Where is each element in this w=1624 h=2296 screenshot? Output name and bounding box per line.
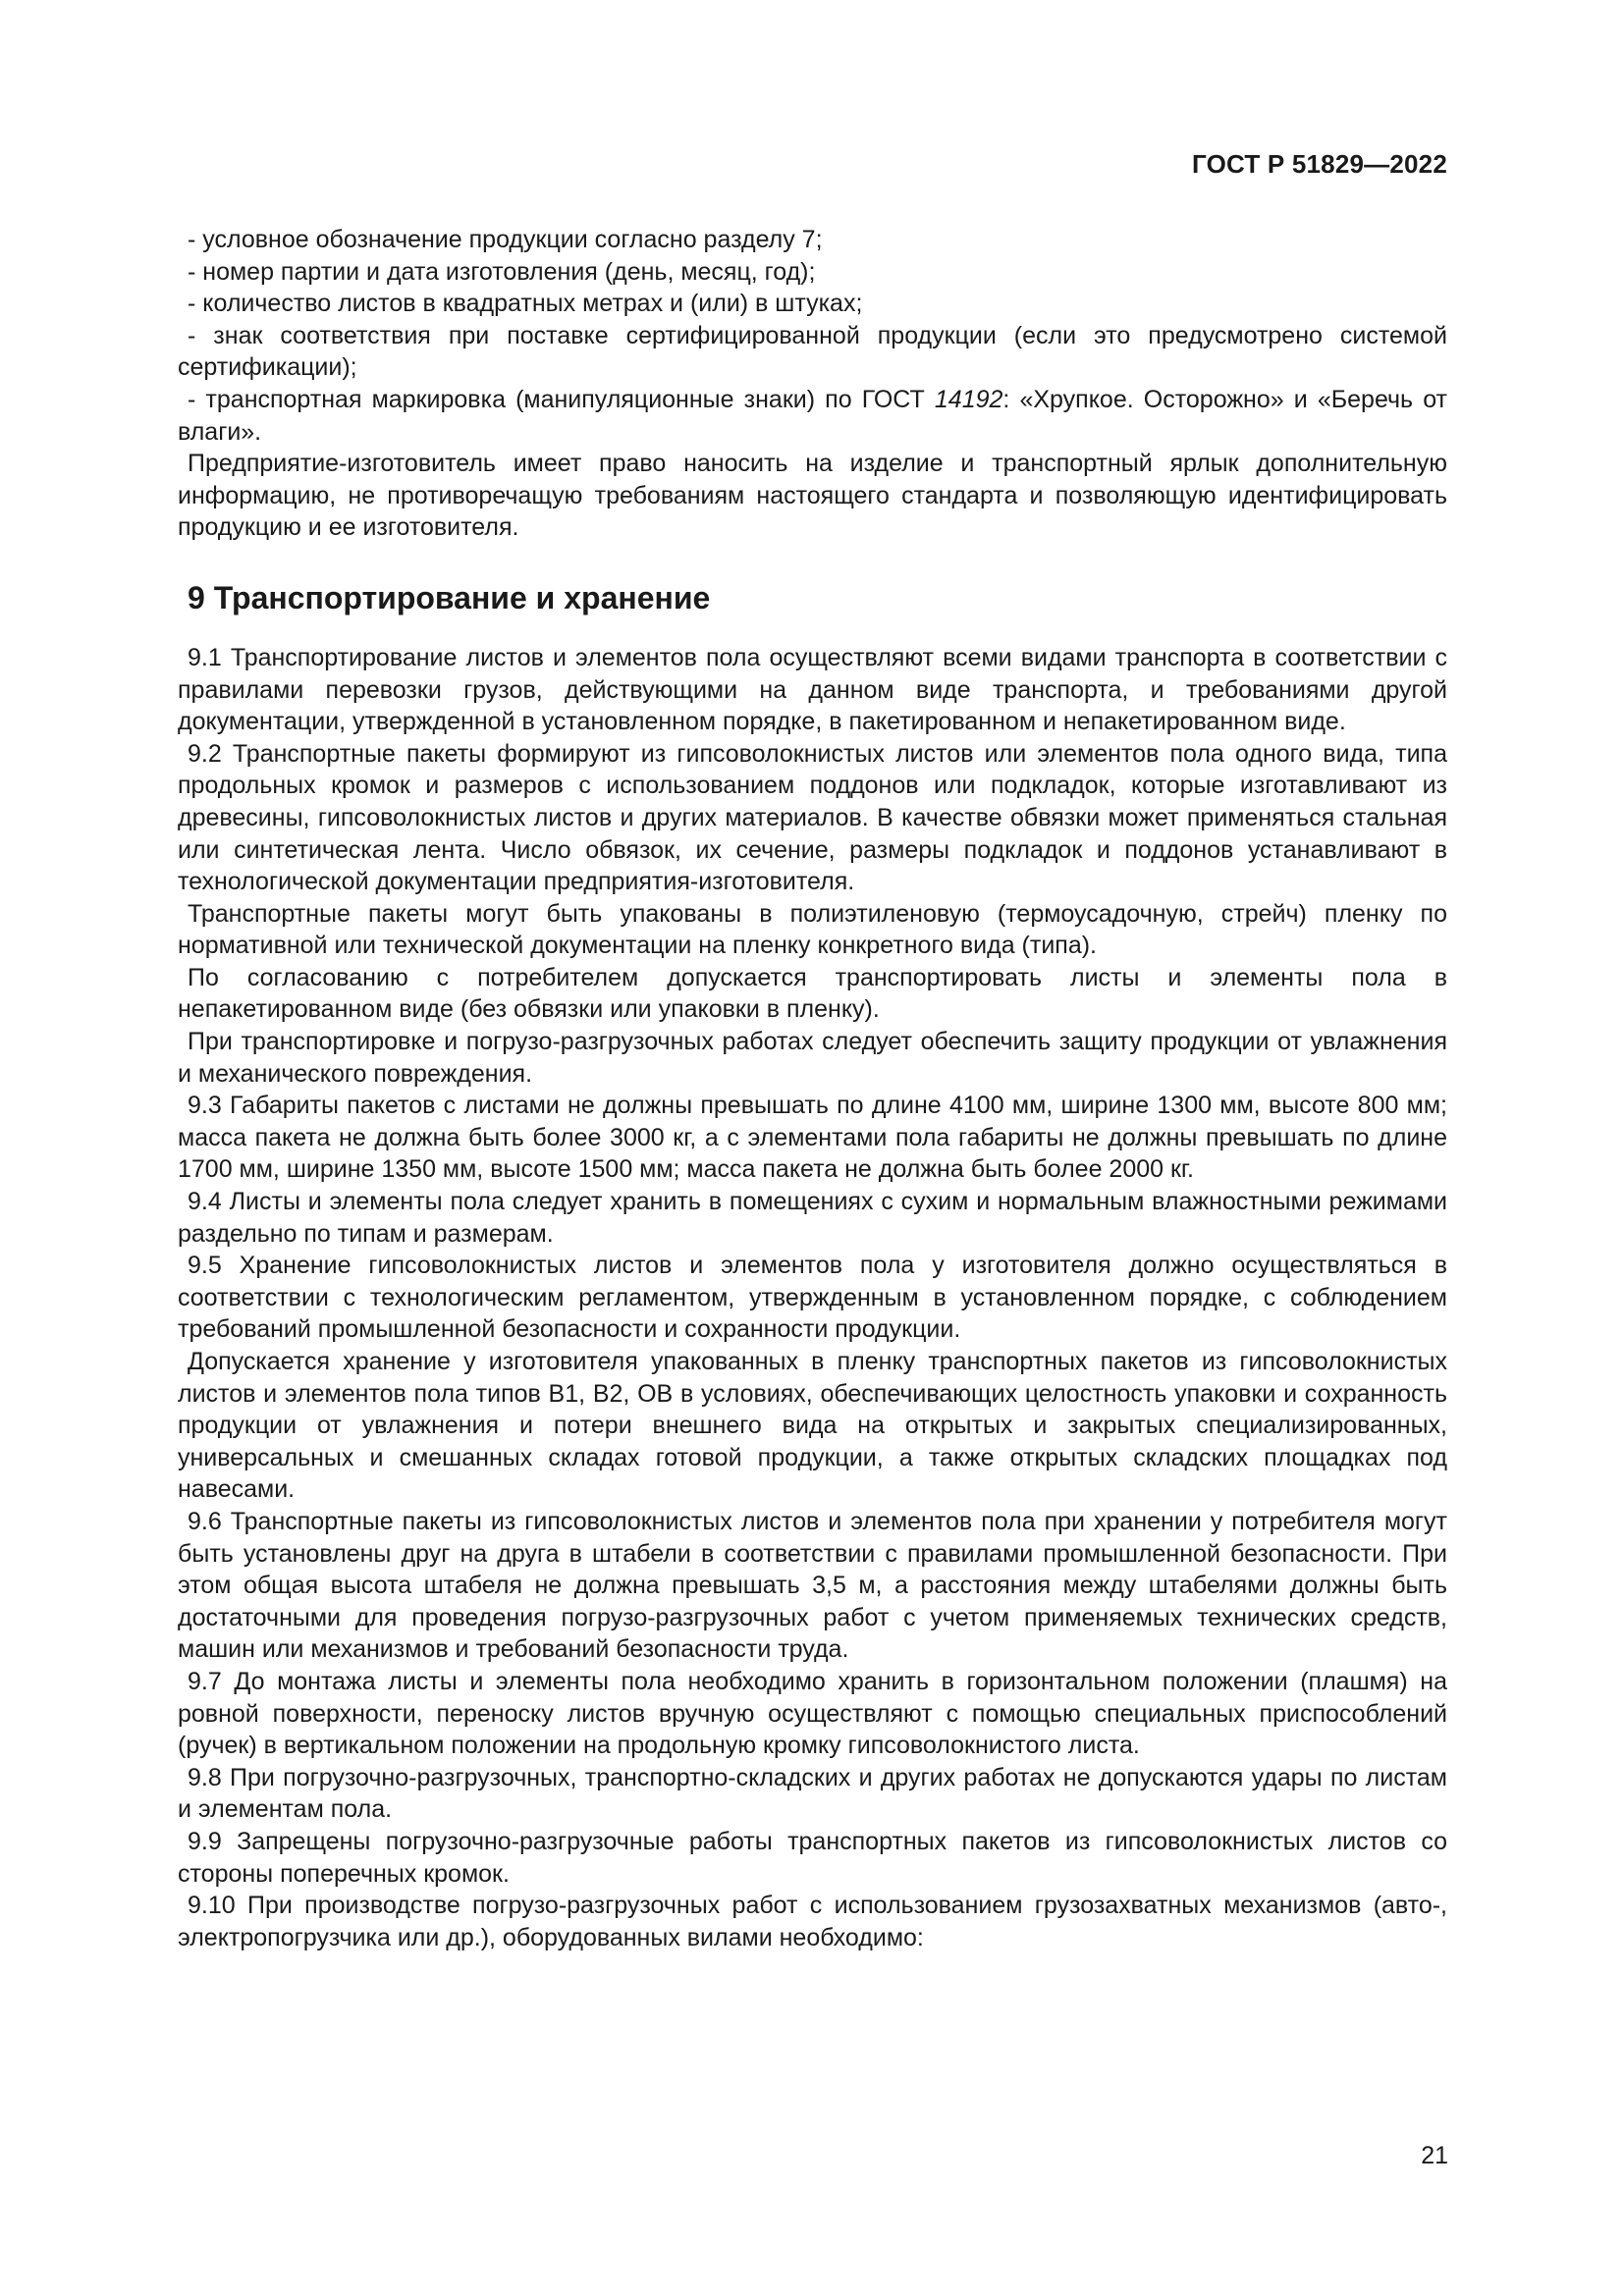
paragraph-protection: При транспортировке и погрузо-разгрузочных работах следует обеспечить защиту продукции от увлажнения и механического повреждения. xyxy=(178,1028,1447,1088)
list-item-product-designation: - условное обозначение продукции согласно разделу 7; xyxy=(188,226,823,253)
paragraph-packaging-film: Транспортные пакеты могут быть упакованы в полиэтиленовую (термоусадочную, стрейч) пленку по нормативной или технической документации на пленку конкретного вида (типа). xyxy=(178,899,1447,960)
gost-reference: 14192 xyxy=(934,385,1003,413)
paragraph-9-6: 9.6 Транспортные пакеты из гипсоволокнистых листов и элементов пола при хранении у потребителя могут быть установлены друг на друга в штабели в соответствии с правилами промышленной безопасности. При этом общая высота штабеля не должна превышать 3,5 м, а расстояния между штабелями должны быть достаточными для проведения погрузо-разгрузочных работ с учетом применяемых технических средств, машин или механизмов и требований безопасности труда. xyxy=(178,1507,1447,1664)
list-item-batch-number: - номер партии и дата изготовления (день, месяц, год); xyxy=(188,257,816,286)
paragraph-unpacked-transport: По согласованию с потребителем допускается транспортировать листы и элементы пола в непакетированном виде (без обвязки или упаковки в пленку). xyxy=(178,963,1447,1024)
manufacturer-info-paragraph: Предприятие-изготовитель имеет право наносить на изделие и транспортный ярлык дополнительную информацию, не противоречащую требованиям настоящего стандарта и позволяющую идентифицировать продукцию и ее изготовителя. xyxy=(178,450,1447,542)
paragraph-9-10: 9.10 При производстве погрузо-разгрузочных работ с использованием грузозахватных механизмов (авто-, электропогрузчика или др.), оборудованных вилами необходимо: xyxy=(178,1892,1447,1951)
list-item-sheet-quantity: - количество листов в квадратных метрах и (или) в штуках; xyxy=(188,290,863,318)
transport-marking-signs: : «Хрупкое. Осторожно» и «Беречь от влаги». xyxy=(178,385,1447,446)
paragraph-9-5: 9.5 Хранение гипсоволокнистых листов и элементов пола у изготовителя должно осуществляться в соответствии с технологическим регламентом, утвержденным в установленном порядке, с соблюдением требований промышленной безопасности и сохранности продукции. xyxy=(178,1252,1447,1344)
list-item-conformity-mark: - знак соответствия при поставке сертифицированной продукции (если это предусмотрено системой сертификации); xyxy=(178,321,1447,382)
document-code: ГОСТ Р 51829—2022 xyxy=(1192,149,1447,179)
section-heading: 9 Транспортирование и хранение xyxy=(188,579,711,615)
list-item-transport-marking xyxy=(178,384,1447,448)
paragraph-9-3: 9.3 Габариты пакетов с листами не должны превышать по длине 4100 мм, ширине 1300 мм, высоте 800 мм; масса пакета не должна быть более 3000 кг, а с элементами пола габариты не должны превышать по длине 1700 мм, ширине 1350 мм, высоте 1500 мм; масса пакета не должна быть более 2000 кг. xyxy=(178,1092,1447,1184)
page-content xyxy=(178,224,1447,1953)
paragraph-9-9: 9.9 Запрещены погрузочно-разгрузочные работы транспортных пакетов из гипсоволокнистых листов со стороны поперечных кромок. xyxy=(178,1827,1447,1888)
paragraph-9-4: 9.4 Листы и элементы пола следует хранить в помещениях с сухим и нормальным влажностными режимами раздельно по типам и размерам. xyxy=(178,1188,1447,1248)
paragraph-9-8: 9.8 При погрузочно-разгрузочных, транспортно-складских и других работах не допускаются удары по листам и элементам пола. xyxy=(178,1763,1447,1824)
paragraph-9-1: 9.1 Транспортирование листов и элементов пола осуществляют всеми видами транспорта в соответствии с правилами перевозки грузов, действующими на данном виде транспорта, и требованиями другой документации, утвержденной в установленном порядке, в пакетированном и непакетированном виде. xyxy=(178,643,1447,736)
transport-marking-text: - транспортная маркировка (манипуляционные знаки) по ГОСТ xyxy=(188,385,935,413)
paragraph-storage-outdoor: Допускается хранение у изготовителя упакованных в пленку транспортных пакетов из гипсоволокнистых листов и элементов пола типов В1, В2, ОВ в условиях, обеспечивающих целостность упаковки и сохранность продукции от увлажнения и потери внешнего вида на открытых и закрытых специализированных, универсальных и смешанных складах готовой продукции, а также открытых складских площадках под навесами. xyxy=(178,1348,1447,1504)
paragraph-9-2: 9.2 Транспортные пакеты формируют из гипсоволокнистых листов или элементов пола одного вида, типа продольных кромок и размеров с использованием поддонов или подкладок, которые изготавливают из древесины, гипсоволокнистых листов и других материалов. В качестве обвязки может применяться стальная или синтетическая лента. Число обвязок, их сечение, размеры подкладок и поддонов устанавливают в технологической документации предприятия-изготовителя. xyxy=(178,739,1447,896)
page-number: 21 xyxy=(1421,2142,1448,2169)
paragraph-9-7: 9.7 До монтажа листы и элементы пола необходимо хранить в горизонтальном положении (плашмя) на ровной поверхности, переноску листов вручную осуществляют с помощью специальных приспособлений (ручек) в вертикальном положении на продольную кромку гипсоволокнистого листа. xyxy=(178,1667,1447,1760)
